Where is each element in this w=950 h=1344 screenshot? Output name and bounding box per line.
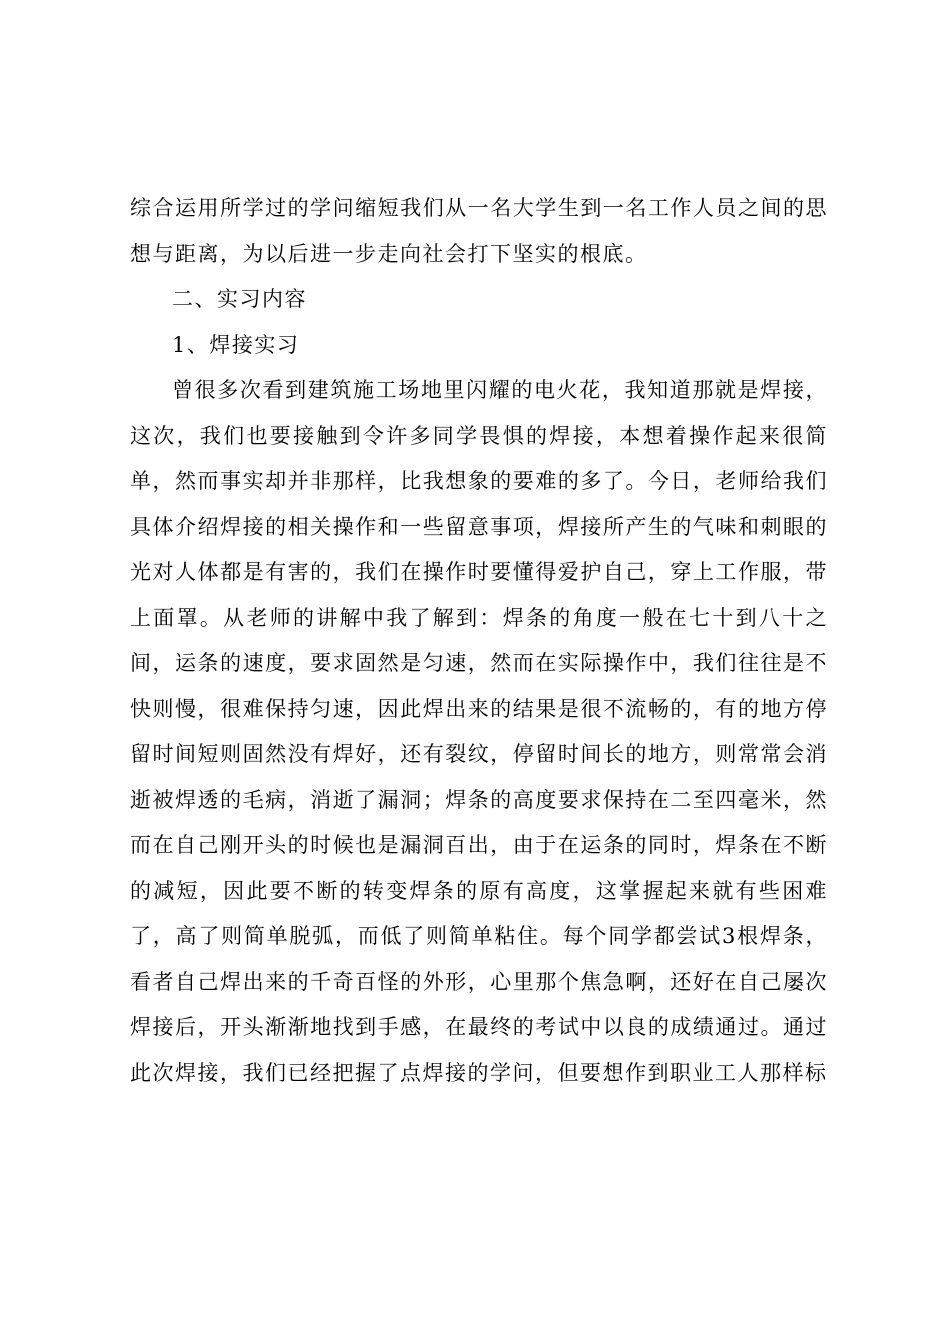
paragraph-welding-experience: 曾很多次看到建筑施工场地里闪耀的电火花，我知道那就是焊接，这次，我们也要接触到令许多同学畏惧的焊接，本想着操作起来很简单，然而事实却并非那样，比我想象的要难的多了。今日，老师给我们具体介绍焊接的相关操作和一些留意事项，焊接所产生的气味和刺眼的光对人体都是有害的，我们在操作时要懂得爱护自己，穿上工作服，带上面罩。从老师的讲解中我了解到：焊条的角度一般在七十到八十之间，运条的速度，要求固然是匀速，然而在实际操作中，我们往往是不快则慢，很难保持匀速，因此焊出来的结果是很不流畅的，有的地方停留时间短则固然没有焊好，还有裂纹，停留时间长的地方，则常常会消逝被焊透的毛病，消逝了漏洞；焊条的高度要求保持在二至四毫米，然而在自己刚开头的时候也是漏洞百出，由于在运条的同时，焊条在不断的减短，因此要不断的转变焊条的原有高度，这掌握起来就有些困难了，高了则简单脱弧，而低了则简单粘住。每个同学都尝试3根焊条，看者自己焊出来的千奇百怪的外形，心里那个焦急啊，还好在自己屡次焊接后，开头渐渐地找到手感，在最终的考试中以良的成绩通过。通过此次焊接，我们已经把握了点焊接的学问，但要想作到职业工人那样标 xyxy=(130,378,828,1085)
section-heading-internship-content: 二、实习内容 xyxy=(172,287,307,311)
document-body xyxy=(130,186,828,1096)
paragraph-intro-continuation: 综合运用所学过的学问缩短我们从一名大学生到一名工作人员之间的思想与距离，为以后进一步走向社会打下坚实的根底。 xyxy=(130,196,828,266)
subsection-heading-welding-internship: 1、焊接实习 xyxy=(172,332,300,357)
